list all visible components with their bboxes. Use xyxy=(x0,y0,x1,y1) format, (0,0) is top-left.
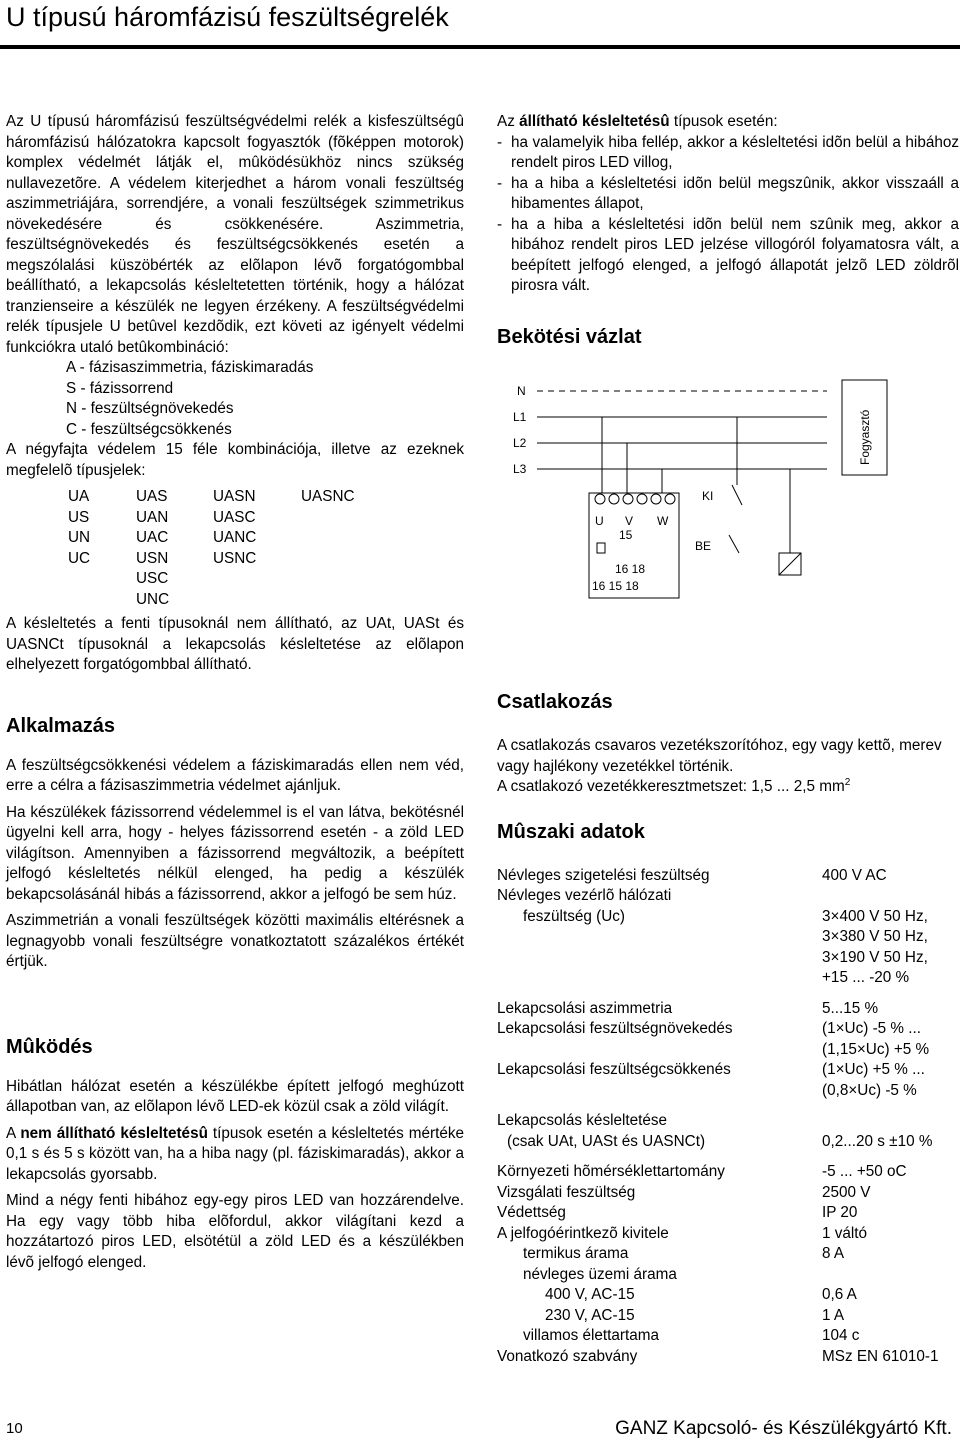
connection-paragraph: A csatlakozás csavaros vezetékszorítóhoz, egy vagy kettõ, merev vagy hajlékony vezetékkel történik. xyxy=(497,737,942,775)
terminal-screw xyxy=(651,494,661,504)
terminal-screw xyxy=(609,494,619,504)
line-label: L2 xyxy=(513,436,527,450)
off-switch xyxy=(732,485,742,505)
connection-paragraph xyxy=(497,777,959,798)
spec-label: Névleges vezérlõ hálózati xyxy=(497,887,672,904)
spec-value xyxy=(822,886,960,907)
terminal-label: V xyxy=(625,514,634,528)
off-switch-label: KI xyxy=(702,489,714,503)
spec-value: -5 ... +50 oC xyxy=(822,1163,907,1180)
type-code: UA xyxy=(68,488,90,505)
spec-value: 104 c xyxy=(822,1327,860,1344)
spec-value: (1×Uc) +5 % ... xyxy=(822,1061,925,1078)
terminal-screw xyxy=(665,494,675,504)
title-rule xyxy=(0,45,960,49)
text-run: típusok esetén: xyxy=(669,113,778,130)
function-item: C - feszültségcsökkenés xyxy=(66,420,232,438)
spec-label xyxy=(497,1040,822,1061)
wiring-diagram xyxy=(497,375,957,610)
operation-paragraph: Mind a négy fenti hibához egy-egy piros LED van hozzárendelve. Ha egy vagy több hiba elõfordul, akkor világítani kezd a hozzátartozó piros LED, elsötétül a zöld LED és a készülékben lévõ jelfogó elenged. xyxy=(6,1192,464,1271)
operation-paragraph: Hibátlan hálózat esetén a készülékbe épített jelfogó meghúzott állapotban van, az elõlapon lévõ LED-ek közül csak a zöld világít. xyxy=(6,1077,464,1115)
spec-value: (1,15×Uc) +5 % xyxy=(822,1040,930,1058)
type-code: USNC xyxy=(213,549,257,567)
item-text: ha a hiba a késleltetési idõn belül megszûnik, akkor visszaáll a hibamentes állapot, xyxy=(511,174,959,212)
spec-label: Lekapcsolási aszimmetria xyxy=(497,999,673,1017)
type-code: UN xyxy=(68,529,91,546)
type-code: UC xyxy=(68,549,91,567)
type-code: USC xyxy=(136,570,169,587)
spec-label: Lekapcsolási feszültségnövekedés xyxy=(497,1020,733,1037)
function-list xyxy=(6,358,464,440)
type-code: UASC xyxy=(213,508,256,526)
connection-heading: Csatlakozás xyxy=(497,691,613,713)
spec-value: (1×Uc) -5 % ... xyxy=(822,1020,922,1037)
spec-value: 5...15 % xyxy=(822,999,879,1017)
spec-label: Védettség xyxy=(497,1204,566,1221)
adjustable-item: - ha a hiba a késleltetési idõn belül nem szûnik meg, akkor a hibához rendelt piros LED jelzése villogóról folyamatosra vált, a beépített jelfogó elenged, a jelfogó állapotát jelzõ LED zöldrõl pirosra vált. xyxy=(497,215,959,297)
spec-value: 3×380 V 50 Hz, xyxy=(822,928,928,945)
left-column xyxy=(6,112,464,1273)
spec-value: 3×400 V 50 Hz, xyxy=(822,907,928,925)
adjustable-intro xyxy=(497,112,959,133)
text-run: A csatlakozó vezetékkeresztmetszet: 1,5 ... 2,5 mm xyxy=(497,778,845,795)
on-switch xyxy=(729,535,739,553)
page-number: 10 xyxy=(6,1420,23,1437)
bottom-terminal-labels: 16 15 18 xyxy=(592,579,639,593)
line-label: L1 xyxy=(513,410,527,424)
spec-value: 0,2...20 s ±10 % xyxy=(822,1132,933,1150)
type-code: USN xyxy=(136,549,169,567)
spec-value xyxy=(822,1111,960,1132)
terminal-label: U xyxy=(595,514,604,528)
spec-label: 230 V, AC-15 xyxy=(545,1306,635,1324)
specs-table xyxy=(497,866,959,1368)
spec-value: 8 A xyxy=(822,1245,845,1262)
terminal-label: W xyxy=(657,514,669,528)
intro-paragraph: Az U típusú háromfázisú feszültségvédelmi relék a kisfeszültségû háromfázisú hálózatokra kapcsolt fogyasztók (fõképpen motorok) komplex védelmét látják el, mûködésükhöz nincs szükség nullavezetõre. A védelem kiterjedhet a három vonali feszültség aszimmetriájára, sorrendjére, a vonali feszültségek szimmetrikus növekedésére és csökkenésére. Aszimmetria, feszültségnövekedés és feszültségcsökkenés esetén a megszólalási küszöbérték az elõlapon lévõ forgatógombbal beállítható, a lekapcsolás késleltetetten történik, hogy a hálózat tranzienseire a készülék ne legyen érzékeny. A feszültségvédelmi relék típusjele U betûvel kezdõdik, ezt követi az igényelt védelmi funkciókra utaló betûkombináció: xyxy=(6,113,464,356)
function-item: N - feszültségnövekedés xyxy=(66,400,234,417)
type-code: UAN xyxy=(136,508,169,526)
text-run: típusok esetén a késleltetés mértéke 0,1 s és 5 s között van, ha a hiba nagy (pl. fáziskimaradás), akkor a lekapcsolás gyorsabb. xyxy=(6,1124,464,1183)
spec-value: MSz EN 61010-1 xyxy=(822,1347,939,1365)
spec-value: (0,8×Uc) -5 % xyxy=(822,1081,917,1099)
type-code xyxy=(301,549,401,570)
relay-contact-label: 16 18 xyxy=(615,562,646,576)
spec-value: 1 A xyxy=(822,1306,845,1324)
spec-label xyxy=(497,927,822,948)
type-code xyxy=(301,590,401,611)
item-text: ha valamelyik hiba fellép, akkor a késleltetési idõn belül a hibához rendelt piros LED villog, xyxy=(511,133,959,171)
application-heading: Alkalmazás xyxy=(6,714,115,737)
type-code: US xyxy=(68,508,90,526)
company-name: GANZ Kapcsoló- és Készülékgyártó Kft. xyxy=(615,1418,952,1439)
page-title: U típusú háromfázisú feszültségrelék xyxy=(6,2,449,32)
spec-value: 2500 V xyxy=(822,1183,871,1201)
relay-coil xyxy=(597,543,605,553)
text-run: Az xyxy=(497,113,520,130)
type-code xyxy=(301,508,401,529)
spec-value xyxy=(822,1265,960,1286)
bold-run: nem állítható késleltetésû xyxy=(20,1124,208,1142)
spec-label: Vonatkozó szabvány xyxy=(497,1347,638,1365)
spec-value: 1 váltó xyxy=(822,1224,868,1242)
right-column xyxy=(497,112,959,349)
spec-label xyxy=(497,948,822,969)
type-code: UAC xyxy=(136,529,169,546)
type-code: UAS xyxy=(136,488,168,505)
spec-label: Lekapcsolás késleltetése xyxy=(497,1112,668,1129)
type-code xyxy=(301,569,401,590)
superscript: 2 xyxy=(844,776,851,788)
operation-paragraph xyxy=(6,1124,464,1186)
right-lower-column xyxy=(497,690,959,1367)
spec-label: villamos élettartama xyxy=(523,1327,660,1344)
application-paragraph: A feszültségcsökkenési védelem a fáziskimaradás ellen nem véd, erre a célra a fázisaszimmetria védelmet ajánljuk. xyxy=(6,756,464,794)
function-item: A - fázisaszimmetria, fáziskimaradás xyxy=(66,359,314,376)
spec-value: IP 20 xyxy=(822,1204,858,1221)
specs-heading: Mûszaki adatok xyxy=(497,820,645,843)
spec-label: feszültség (Uc) xyxy=(523,907,626,925)
spec-value: 0,6 A xyxy=(822,1286,857,1303)
type-code: UASNC xyxy=(301,488,355,505)
relay-contact-label: 15 xyxy=(619,528,633,542)
type-code xyxy=(213,590,301,611)
spec-label: névleges üzemi árama xyxy=(523,1265,677,1283)
spec-label: A jelfogóérintkezõ kivitele xyxy=(497,1224,669,1242)
type-code-grid xyxy=(6,487,464,610)
terminal-screw xyxy=(623,494,633,504)
spec-value: 400 V AC xyxy=(822,866,887,884)
wiring-heading: Bekötési vázlat xyxy=(497,325,642,348)
contactor-coil-mark xyxy=(779,553,801,575)
spec-label xyxy=(497,1081,822,1102)
spec-label: Környezeti hõmérséklettartomány xyxy=(497,1163,725,1180)
type-code: UNC xyxy=(136,590,170,608)
adjustable-item: - ha a hiba a késleltetési idõn belül megszûnik, akkor visszaáll a hibamentes állapot, xyxy=(497,174,959,215)
function-item: S - fázissorrend xyxy=(66,379,174,397)
type-code: UANC xyxy=(213,529,257,546)
type-code xyxy=(213,569,301,590)
spec-label: Lekapcsolási feszültségcsökkenés xyxy=(497,1061,731,1078)
spec-label: 400 V, AC-15 xyxy=(545,1286,635,1303)
type-code xyxy=(68,590,136,611)
application-paragraph: Ha készülékek fázissorrend védelemmel is el van látva, bekötésnél ügyelni kell arra, hogy - helyes fázissorrend esetén - a zöld LED világítson. Amennyiben a fázissorrend megváltozik, a beépített jelfogó késleltetés nélkül elenged, ha pedig a készülék bekapcsolásánál hibás a fázissorrend, akkor a jelfogó be sem húz. xyxy=(6,803,464,903)
operation-heading: Mûködés xyxy=(6,1035,93,1058)
spec-label: Névleges szigetelési feszültség xyxy=(497,866,710,884)
load-label: Fogyasztó xyxy=(858,409,872,465)
adjustable-item: - ha valamelyik hiba fellép, akkor a késleltetési idõn belül a hibához rendelt piros LED villog, xyxy=(497,133,959,174)
line-label: N xyxy=(517,384,526,398)
terminal-screw xyxy=(595,494,605,504)
item-text: ha a hiba a késleltetési idõn belül nem szûnik meg, akkor a hibához rendelt piros LED jelzése villogóról folyamatosra vált, a beépített jelfogó elenged, a jelfogó állapotát jelzõ LED zöldrõl pirosra vált. xyxy=(511,215,959,294)
spec-label: (csak UAt, UASt és UASNCt) xyxy=(507,1132,706,1150)
type-code xyxy=(68,569,136,590)
spec-label: Vizsgálati feszültség xyxy=(497,1183,636,1201)
combinations-text: A négyfajta védelem 15 féle kombinációja, illetve az ezeknek megfelelõ típusjelek: xyxy=(6,441,464,479)
type-code: UASN xyxy=(213,488,256,505)
terminal-screw xyxy=(637,494,647,504)
spec-label: termikus árama xyxy=(523,1245,629,1262)
type-code xyxy=(301,528,401,549)
application-paragraph: Aszimmetrián a vonali feszültségek közötti maximális eltérésnek a legnagyobb vonali feszültségre vonatkoztatott százalékos értékét értjük. xyxy=(6,912,464,970)
spec-value: +15 ... -20 % xyxy=(822,969,910,986)
bold-run: állítható késleltetésû xyxy=(519,113,670,130)
text-run: A xyxy=(6,1124,21,1142)
line-label: L3 xyxy=(513,462,527,476)
spec-label xyxy=(497,968,822,989)
delay-text: A késleltetés a fenti típusoknál nem állítható, az UAt, UASt és UASNCt típusoknál a lekapcsolás késleltetése az elõlapon elhelyezett forgatógombbal állítható. xyxy=(6,615,464,673)
spec-value: 3×190 V 50 Hz, xyxy=(822,948,928,966)
on-switch-label: BE xyxy=(695,539,712,553)
